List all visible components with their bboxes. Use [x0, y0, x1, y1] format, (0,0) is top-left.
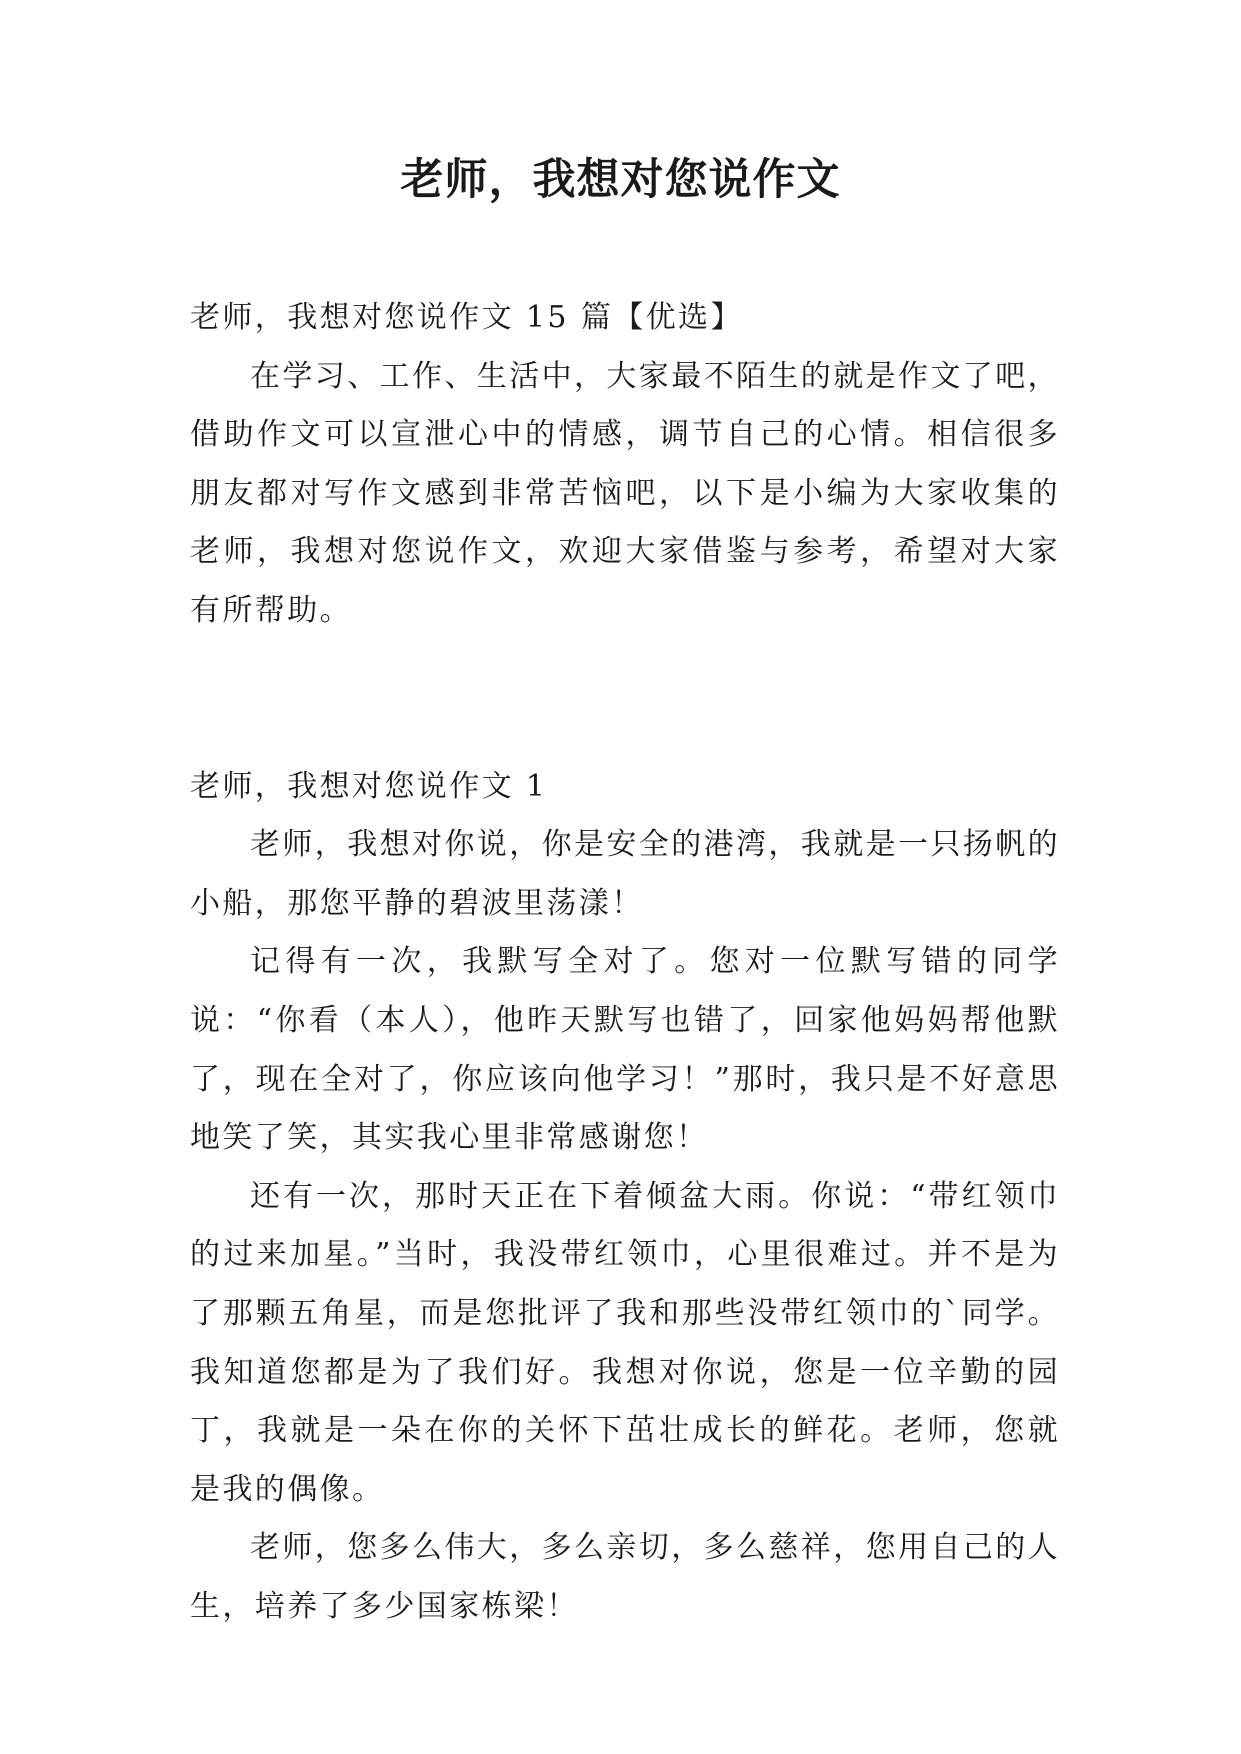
page-title: 老师，我想对您说作文	[400, 155, 841, 205]
body-paragraph-1: 老师，我想对你说，你是安全的港湾，我就是一只扬帆的小船，那您平静的碧波里荡漾！	[190, 827, 1060, 921]
intro-paragraph: 在学习、工作、生活中，大家最不陌生的就是作文了吧，借助作文可以宣泄心中的情感，调节自己的心情。相信很多朋友都对写作文感到非常苦恼吧，以下是小编为大家收集的老师，我想对您说作文，欢迎大家借鉴与参考，希望对大家有所帮助。	[190, 358, 1060, 628]
document-subtitle: 老师，我想对您说作文 15 篇【优选】	[190, 300, 743, 335]
body-paragraph-3: 还有一次，那时天正在下着倾盆大雨。你说：“带红领巾的过来加星。”当时，我没带红领巾，心里很难过。并不是为了那颗五角星，而是您批评了我和那些没带红领巾的`同学。我知道您都是为了我们好。我想对你说，您是一位辛勤的园丁，我就是一朵在你的关怀下茁壮成长的鲜花。老师，您就是我的偶像。	[190, 1178, 1060, 1507]
section-spacer	[190, 641, 1060, 758]
body-paragraph-2: 记得有一次，我默写全对了。您对一位默写错的同学说：“你看（本人），他昨天默写也错了，回家他妈妈帮他默了，现在全对了，你应该向他学习！”那时，我只是不好意思地笑了笑，其实我心里非常感谢您！	[190, 944, 1060, 1156]
body-paragraph-4: 老师，您多么伟大，多么亲切，多么慈祥，您用自己的人生，培养了多少国家栋梁！	[190, 1530, 1060, 1624]
document-body	[190, 289, 1060, 1636]
section-heading: 老师，我想对您说作文 1	[190, 768, 548, 804]
